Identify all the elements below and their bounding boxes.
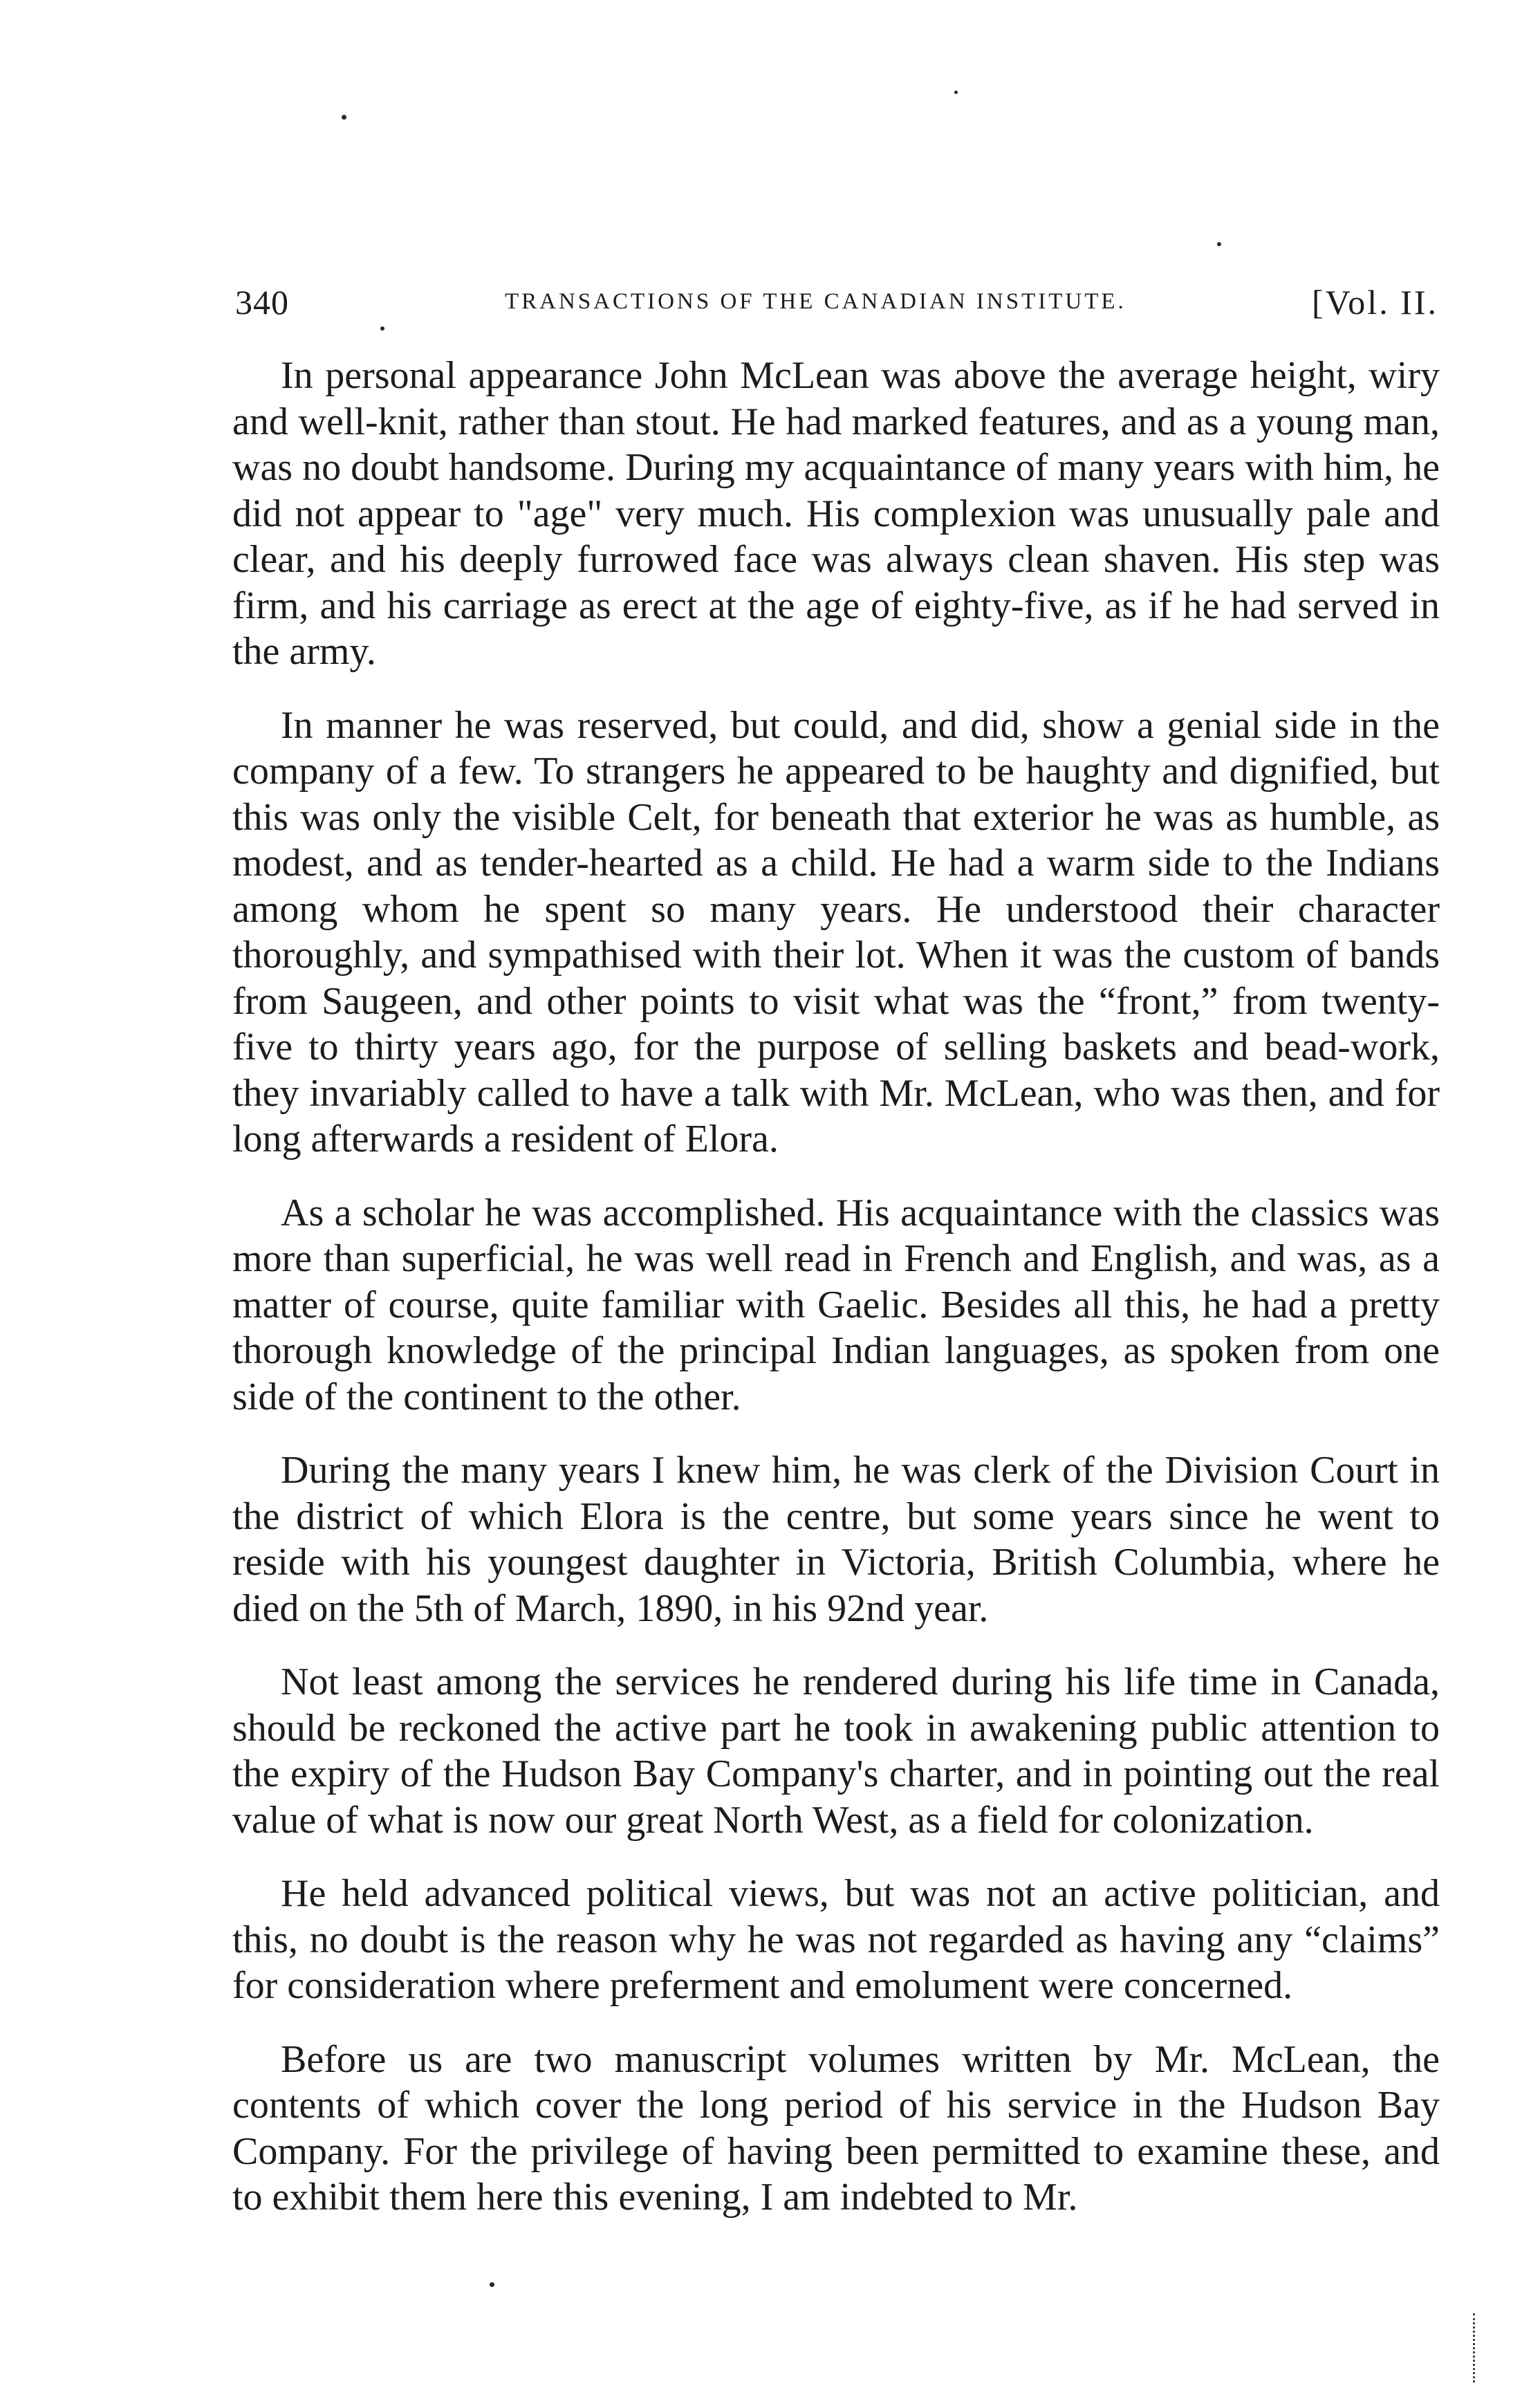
volume-mark: [Vol. II. [1311,283,1438,322]
scan-speck [342,115,346,120]
page-number: 340 [235,283,289,322]
paragraph-manner: In manner he was reserved, but could, and did, show a genial side in the company of a few. To strangers he appeared to be haughty and dignified, but this was only the visible Celt, for beneath that exterior he was as humble, as modest, and as tender-hearted as a child. He had a warm side to the Indians among whom he spent so many years. He understood their character thoroughly, and sympathised with their lot. When it was the custom of bands from Saugeen, and other points to visit what was the “front,” from twenty-five to thirty years ago, for the purpose of selling baskets and bead-work, they invariably called to have a talk with Mr. McLean, who was then, and for long afterwards a resident of Elora. [232,703,1440,1160]
paragraph-appearance: In personal appearance John McLean was above the average height, wiry and well-knit, rather than stout. He had marked features, and as a young man, was no doubt handsome. During my acquaintance of many years with him, he did not appear to "age" very much. His complexion was unusually pale and clear, and his deeply furrowed face was always clean shaven. His step was firm, and his carriage as erect at the age of eighty-five, as if he had served in the army. [232,354,1440,673]
paragraph-manuscripts: Before us are two manuscript volumes written by Mr. McLean, the contents of which cover the long period of his service in the Hudson Bay Company. For the privilege of having been permitted to examine these, and to exhibit them here this evening, I am indebted to Mr. [232,2037,1440,2219]
scan-speck [1217,242,1221,246]
paragraph-services: Not least among the services he rendered during his life time in Canada, should be reckoned the active part he took in awakening public attention to the expiry of the Hudson Bay Company's charter, and in pointing out the real value of what is now our great North West, as a field for colonization. [232,1660,1440,1842]
scan-edge-marks [1473,2313,1478,2382]
paragraph-scholar: As a scholar he was accomplished. His acquaintance with the classics was more than superficial, he was well read in French and English, and was, as a matter of course, quite familiar with Gaelic. Besides all this, he had a pretty thorough knowledge of the principal Indian languages, as spoken from one side of the continent to the other. [232,1191,1440,1418]
page-header [235,282,1438,331]
running-head: TRANSACTIONS OF THE CANADIAN INSTITUTE. [505,289,1126,314]
paragraph-political-views: He held advanced political views, but was not an active politician, and this, no doubt is the reason why he was not regarded as having any “claims” for consideration where preferment and emolument were concerned. [232,1872,1440,2007]
paragraph-division-court: During the many years I knew him, he was clerk of the Division Court in the district of which Elora is the centre, but some years since he went to reside with his youngest daughter in Victoria, British Columbia, where he died on the 5th of March, 1890, in his 92nd year. [232,1449,1440,1630]
body-text [232,353,1440,2248]
scan-speck [954,91,958,94]
scan-speck [490,2282,494,2287]
